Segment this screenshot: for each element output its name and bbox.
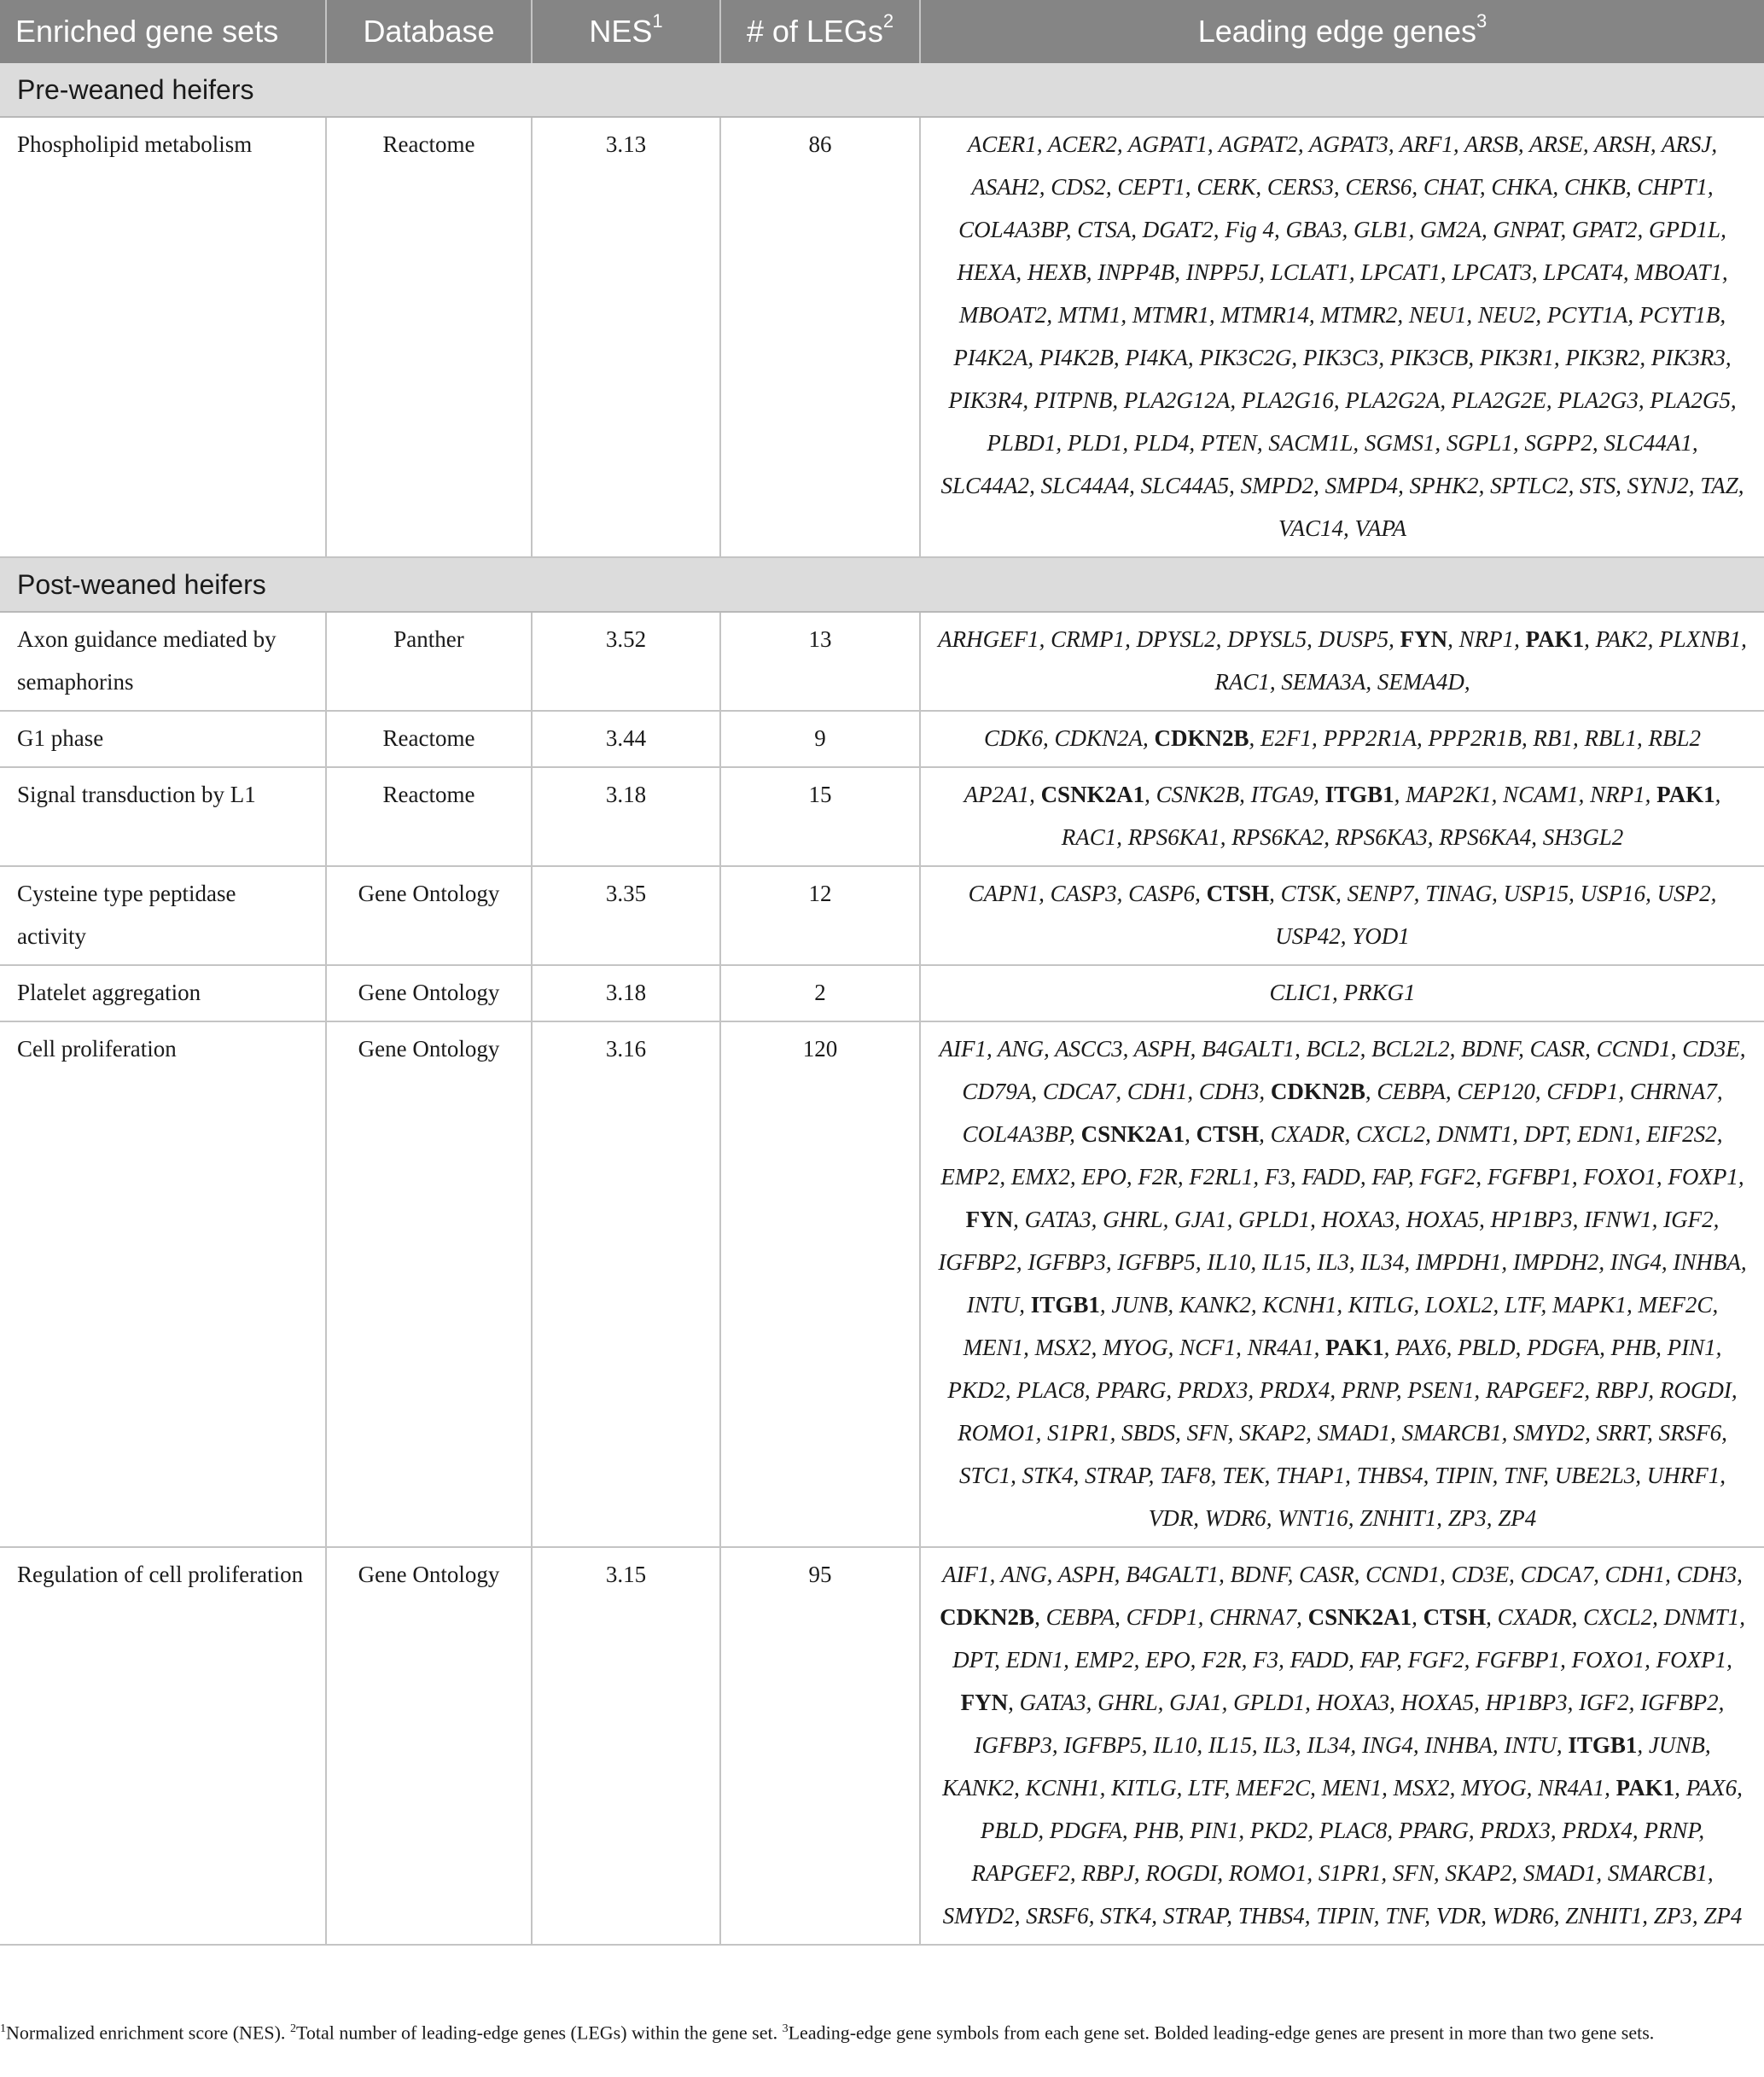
header-enriched-gene-sets: Enriched gene sets	[0, 0, 326, 63]
nes-cell: 3.44	[532, 711, 720, 767]
database-cell: Gene Ontology	[326, 866, 532, 965]
gene-set-name-cell: Regulation of cell proliferation	[0, 1547, 326, 1945]
bold-gene: CSNK2A1	[1080, 1121, 1185, 1147]
gene-set-name-cell: Axon guidance mediated by semaphorins	[0, 612, 326, 711]
nes-cell: 3.13	[532, 117, 720, 557]
nes-cell: 3.15	[532, 1547, 720, 1945]
leading-edge-genes-cell: AIF1, ANG, ASCC3, ASPH, B4GALT1, BCL2, BCL2L2, BDNF, CASR, CCND1, CD3E, CD79A, CDCA7, CDH1, CDH3, CDKN2B, CEBPA, CEP120, CFDP1, CHRNA7, COL4A3BP, CSNK2A1, CTSH, CXADR, CXCL2, DNMT1, DPT, EDN1, EIF2S2, EMP2, EMX2, EPO, F2R, F2RL1, F3, FADD, FAP, FGF2, FGFBP1, FOXO1, FOXP1, FYN, GATA3, GHRL, GJA1, GPLD1, HOXA3, HOXA5, HP1BP3, IFNW1, IGF2, IGFBP2, IGFBP3, IGFBP5, IL10, IL15, IL3, IL34, IMPDH1, IMPDH2, ING4, INHBA, INTU, ITGB1, JUNB, KANK2, KCNH1, KITLG, LOXL2, LTF, MAPK1, MEF2C, MEN1, MSX2, MYOG, NCF1, NR4A1, PAK1, PAX6, PBLD, PDGFA, PHB, PIN1, PKD2, PLAC8, PPARG, PRDX3, PRDX4, PRNP, PSEN1, RAPGEF2, RBPJ, ROGDI, ROMO1, S1PR1, SBDS, SFN, SKAP2, SMAD1, SMARCB1, SMYD2, SRRT, SRSF6, STC1, STK4, STRAP, TAF8, TEK, THAP1, THBS4, TIPIN, TNF, UBE2L3, UHRF1, VDR, WDR6, WNT16, ZNHIT1, ZP3, ZP4	[920, 1021, 1764, 1547]
database-cell: Reactome	[326, 767, 532, 866]
bold-gene: PAK1	[1525, 626, 1585, 652]
leading-edge-genes-cell: CAPN1, CASP3, CASP6, CTSH, CTSK, SENP7, TINAG, USP15, USP16, USP2, USP42, YOD1	[920, 866, 1764, 965]
bold-gene: FYN	[965, 1207, 1014, 1232]
group-label: Post-weaned heifers	[0, 557, 1764, 612]
database-cell: Reactome	[326, 117, 532, 557]
leg-count-cell: 95	[720, 1547, 920, 1945]
table-row	[0, 117, 1764, 557]
bold-gene: CTSH	[1206, 881, 1270, 906]
nes-cell: 3.35	[532, 866, 720, 965]
table-row	[0, 711, 1764, 767]
gene-set-name-cell: Cysteine type peptidase activity	[0, 866, 326, 965]
leg-count-cell: 86	[720, 117, 920, 557]
nes-cell: 3.52	[532, 612, 720, 711]
bold-gene: ITGB1	[1324, 782, 1394, 807]
group-label: Pre-weaned heifers	[0, 63, 1764, 117]
database-cell: Reactome	[326, 711, 532, 767]
bold-gene: PAK1	[1325, 1335, 1384, 1360]
nes-cell: 3.16	[532, 1021, 720, 1547]
header-database: Database	[326, 0, 532, 63]
bold-gene: FYN	[1400, 626, 1448, 652]
bold-gene: CDKN2B	[1154, 725, 1249, 751]
database-cell: Gene Ontology	[326, 1021, 532, 1547]
bold-gene: FYN	[960, 1690, 1009, 1715]
leg-count-cell: 15	[720, 767, 920, 866]
leading-edge-genes-cell: AP2A1, CSNK2A1, CSNK2B, ITGA9, ITGB1, MAP2K1, NCAM1, NRP1, PAK1, RAC1, RPS6KA1, RPS6KA2, RPS6KA3, RPS6KA4, SH3GL2	[920, 767, 1764, 866]
gene-set-name-cell: Phospholipid metabolism	[0, 117, 326, 557]
table-row	[0, 1547, 1764, 1945]
database-cell: Panther	[326, 612, 532, 711]
leading-edge-genes-cell: CDK6, CDKN2A, CDKN2B, E2F1, PPP2R1A, PPP2R1B, RB1, RBL1, RBL2	[920, 711, 1764, 767]
group-header-row	[0, 557, 1764, 612]
bold-gene: CSNK2A1	[1040, 782, 1145, 807]
table-row	[0, 1021, 1764, 1547]
leg-count-cell: 9	[720, 711, 920, 767]
leading-edge-genes-cell: CLIC1, PRKG1	[920, 965, 1764, 1021]
table-row	[0, 965, 1764, 1021]
leading-edge-genes-cell: AIF1, ANG, ASPH, B4GALT1, BDNF, CASR, CCND1, CD3E, CDCA7, CDH1, CDH3, CDKN2B, CEBPA, CFDP1, CHRNA7, CSNK2A1, CTSH, CXADR, CXCL2, DNMT1, DPT, EDN1, EMP2, EPO, F2R, F3, FADD, FAP, FGF2, FGFBP1, FOXO1, FOXP1, FYN, GATA3, GHRL, GJA1, GPLD1, HOXA3, HOXA5, HP1BP3, IGF2, IGFBP2, IGFBP3, IGFBP5, IL10, IL15, IL3, IL34, ING4, INHBA, INTU, ITGB1, JUNB, KANK2, KCNH1, KITLG, LTF, MEF2C, MEN1, MSX2, MYOG, NR4A1, PAK1, PAX6, PBLD, PDGFA, PHB, PIN1, PKD2, PLAC8, PPARG, PRDX3, PRDX4, PRNP, RAPGEF2, RBPJ, ROGDI, ROMO1, S1PR1, SFN, SKAP2, SMAD1, SMARCB1, SMYD2, SRSF6, STK4, STRAP, THBS4, TIPIN, TNF, VDR, WDR6, ZNHIT1, ZP3, ZP4	[920, 1547, 1764, 1945]
nes-cell: 3.18	[532, 767, 720, 866]
table-body	[0, 63, 1764, 1945]
table-row	[0, 767, 1764, 866]
leg-count-cell: 13	[720, 612, 920, 711]
bold-gene: ITGB1	[1568, 1732, 1638, 1758]
header-leading-edge-genes: Leading edge genes$^3$	[920, 0, 1764, 63]
bold-gene: PAK1	[1616, 1775, 1675, 1801]
bold-gene: PAK1	[1656, 782, 1715, 807]
database-cell: Gene Ontology	[326, 1547, 532, 1945]
leading-edge-genes-cell: ARHGEF1, CRMP1, DPYSL2, DPYSL5, DUSP5, FYN, NRP1, PAK1, PAK2, PLXNB1, RAC1, SEMA3A, SEMA4D,	[920, 612, 1764, 711]
table-row	[0, 866, 1764, 965]
gene-set-name-cell: G1 phase	[0, 711, 326, 767]
header-nes: NES$^1$	[532, 0, 720, 63]
header-num-legs: # of LEGs$^2$	[720, 0, 920, 63]
bold-gene: CDKN2B	[1270, 1079, 1365, 1104]
group-header-row	[0, 63, 1764, 117]
table-row	[0, 612, 1764, 711]
table-footnote: $^1$Normalized enrichment score (NES). $^2$Total number of leading-edge genes (LEGs) within the gene set. $^3$Leading-edge gene symbols from each gene set. Bolded leading-edge genes are present in more than two gene sets.	[0, 2022, 1655, 2044]
leg-count-cell: 120	[720, 1021, 920, 1547]
leading-edge-genes-cell: ACER1, ACER2, AGPAT1, AGPAT2, AGPAT3, ARF1, ARSB, ARSE, ARSH, ARSJ, ASAH2, CDS2, CEPT1, CERK, CERS3, CERS6, CHAT, CHKA, CHKB, CHPT1, COL4A3BP, CTSA, DGAT2, Fig 4, GBA3, GLB1, GM2A, GNPAT, GPAT2, GPD1L, HEXA, HEXB, INPP4B, INPP5J, LCLAT1, LPCAT1, LPCAT3, LPCAT4, MBOAT1, MBOAT2, MTM1, MTMR1, MTMR14, MTMR2, NEU1, NEU2, PCYT1A, PCYT1B, PI4K2A, PI4K2B, PI4KA, PIK3C2G, PIK3C3, PIK3CB, PIK3R1, PIK3R2, PIK3R3, PIK3R4, PITPNB, PLA2G12A, PLA2G16, PLA2G2A, PLA2G2E, PLA2G3, PLA2G5, PLBD1, PLD1, PLD4, PTEN, SACM1L, SGMS1, SGPL1, SGPP2, SLC44A1, SLC44A2, SLC44A4, SLC44A5, SMPD2, SMPD4, SPHK2, SPTLC2, STS, SYNJ2, TAZ, VAC14, VAPA	[920, 117, 1764, 557]
bold-gene: CTSH	[1423, 1604, 1487, 1630]
bold-gene: CDKN2B	[940, 1604, 1035, 1630]
gene-set-name-cell: Cell proliferation	[0, 1021, 326, 1547]
bold-gene: ITGB1	[1030, 1292, 1100, 1318]
header-row	[0, 0, 1764, 63]
leg-count-cell: 12	[720, 866, 920, 965]
nes-cell: 3.18	[532, 965, 720, 1021]
gene-set-name-cell: Signal transduction by L1	[0, 767, 326, 866]
database-cell: Gene Ontology	[326, 965, 532, 1021]
bold-gene: CTSH	[1196, 1121, 1260, 1147]
leg-count-cell: 2	[720, 965, 920, 1021]
bold-gene: CSNK2A1	[1307, 1604, 1412, 1630]
gene-set-name-cell: Platelet aggregation	[0, 965, 326, 1021]
